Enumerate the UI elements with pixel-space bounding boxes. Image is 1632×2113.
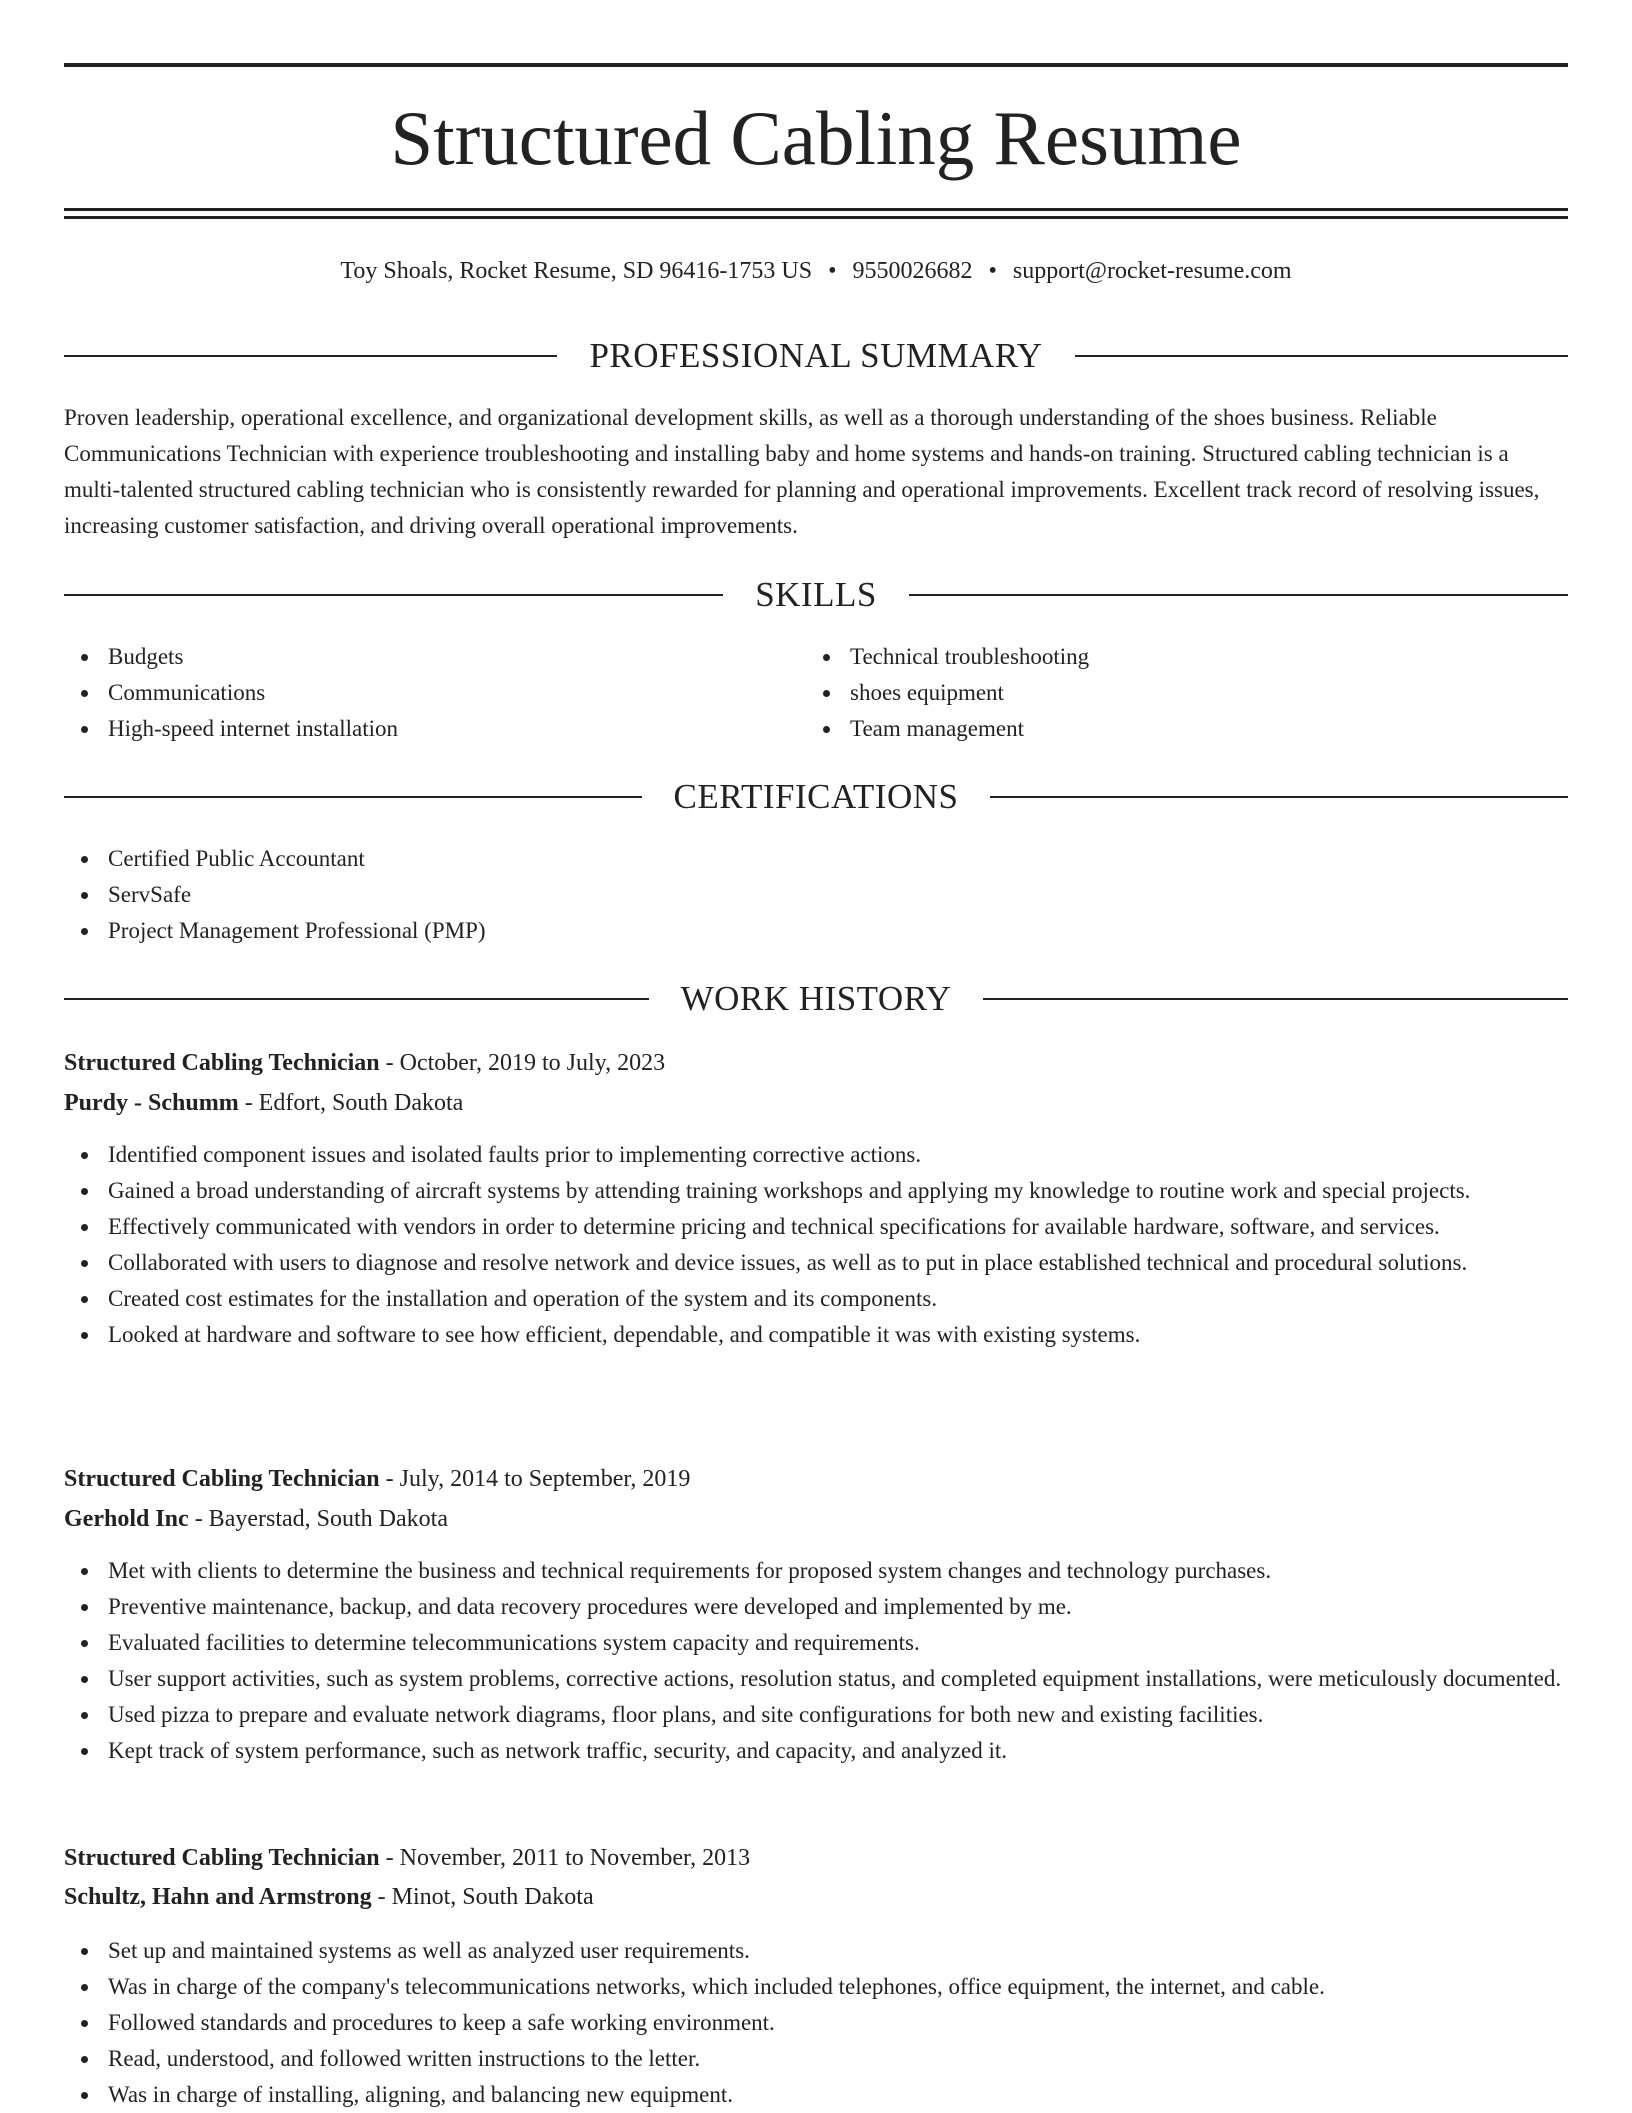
job-duty-item: Collaborated with users to diagnose and resolve network and device issues, as well as to put in place established technical and procedural solutions.: [64, 1245, 1568, 1281]
skills-heading: [64, 573, 1568, 617]
job-dates: - July, 2014 to September, 2019: [379, 1466, 691, 1492]
heading-rule-right: [983, 998, 1568, 1000]
heading-rule-right: [909, 594, 1568, 596]
job-company: Purdy - Schumm: [64, 1090, 239, 1116]
job-location: - Minot, South Dakota: [371, 1884, 594, 1910]
heading-rule-left: [64, 594, 723, 596]
job-duty-item: Was in charge of installing, aligning, and balancing new equipment.: [64, 2077, 1568, 2113]
job-company-line: [64, 1878, 1568, 1916]
job-duty-item: Used pizza to prepare and evaluate network diagrams, floor plans, and site configurations for both new and existing facilities.: [64, 1697, 1568, 1733]
work-history-heading-label: WORK HISTORY: [680, 979, 952, 1018]
contact-separator: •: [988, 258, 997, 284]
title-rule-lower: [64, 216, 1568, 219]
heading-rule-left: [64, 998, 649, 1000]
job-company: Gerhold Inc: [64, 1506, 189, 1532]
contact-address: Toy Shoals, Rocket Resume, SD 96416-1753 US: [340, 258, 813, 284]
job-dates: - October, 2019 to July, 2023: [379, 1050, 666, 1076]
job-duty-item: Created cost estimates for the installation and operation of the system and its components.: [64, 1281, 1568, 1317]
job-duty-item: Was in charge of the company's telecommunications networks, which included telephones, office equipment, the internet, and cable.: [64, 1969, 1568, 2005]
job-duties-list: [64, 1933, 1568, 2113]
job-location: - Bayerstad, South Dakota: [188, 1506, 448, 1532]
job-company-line: [64, 1500, 1568, 1538]
page-title: Structured Cabling Resume: [390, 95, 1242, 181]
certification-item: Project Management Professional (PMP): [64, 913, 1568, 949]
job-duty-item: Preventive maintenance, backup, and data recovery procedures were developed and implemented by me.: [64, 1589, 1568, 1625]
contact-email: support@rocket-resume.com: [1012, 258, 1292, 284]
skills-list-left: [64, 639, 804, 747]
job-duty-item: Set up and maintained systems as well as analyzed user requirements.: [64, 1933, 1568, 1969]
job-duty-item: Followed standards and procedures to keep a safe working environment.: [64, 2005, 1568, 2041]
job-duty-item: User support activities, such as system problems, corrective actions, resolution status, and completed equipment installations, were meticulously documented.: [64, 1661, 1568, 1697]
contact-separator: •: [828, 258, 837, 284]
heading-rule-right: [1075, 355, 1568, 357]
job-duty-item: Looked at hardware and software to see how efficient, dependable, and compatible it was with existing systems.: [64, 1317, 1568, 1353]
skill-item: High-speed internet installation: [64, 711, 804, 747]
summary-heading: [64, 334, 1568, 378]
job-title-line: [64, 1839, 1568, 1877]
job-company-line: [64, 1084, 1568, 1122]
job-duty-item: Read, understood, and followed written instructions to the letter.: [64, 2041, 1568, 2077]
work-history-heading: [64, 977, 1568, 1021]
certification-item: Certified Public Accountant: [64, 841, 1568, 877]
job-duties-list: [64, 1137, 1568, 1353]
summary-text: Proven leadership, operational excellence, and organizational development skills, as well as a thorough understanding of the shoes business. Reliable Communications Technician with experience troubleshooting and installing baby and home systems and hands-on training. Structured cabling technician is a multi-talented structured cabling technician who is consistently rewarded for planning and operational improvements. Excellent track record of resolving issues, increasing customer satisfaction, and driving overall operational improvements.: [64, 405, 1540, 538]
job-location: - Edfort, South Dakota: [238, 1090, 464, 1116]
heading-rule-right: [990, 796, 1568, 798]
top-rule: [64, 63, 1568, 67]
job-dates: - November, 2011 to November, 2013: [379, 1845, 751, 1871]
skills-list-right: [806, 639, 1546, 747]
certifications-heading-label: CERTIFICATIONS: [673, 777, 959, 816]
heading-rule-left: [64, 796, 642, 798]
job-duties-list: [64, 1553, 1568, 1769]
job-duty-item: Evaluated facilities to determine telecommunications system capacity and requirements.: [64, 1625, 1568, 1661]
certification-item: ServSafe: [64, 877, 1568, 913]
job-company: Schultz, Hahn and Armstrong: [64, 1884, 372, 1910]
heading-rule-left: [64, 355, 557, 357]
skill-item: Technical troubleshooting: [806, 639, 1546, 675]
job-title-line: [64, 1460, 1568, 1498]
skills-heading-label: SKILLS: [755, 575, 877, 614]
certifications-list: [64, 841, 1568, 949]
skill-item: Team management: [806, 711, 1546, 747]
title-rule-upper: [64, 208, 1568, 211]
contact-phone: 9550026682: [852, 258, 973, 284]
summary-heading-label: PROFESSIONAL SUMMARY: [589, 336, 1043, 375]
skill-item: Communications: [64, 675, 804, 711]
certifications-heading: [64, 775, 1568, 819]
job-title-line: [64, 1044, 1568, 1082]
job-duty-item: Gained a broad understanding of aircraft systems by attending training workshops and applying my knowledge to routine work and special projects.: [64, 1173, 1568, 1209]
job-duty-item: Kept track of system performance, such as network traffic, security, and capacity, and analyzed it.: [64, 1733, 1568, 1769]
contact-line: [64, 254, 1568, 288]
job-title: Structured Cabling Technician: [64, 1050, 380, 1076]
job-duty-item: Identified component issues and isolated faults prior to implementing corrective actions.: [64, 1137, 1568, 1173]
job-title: Structured Cabling Technician: [64, 1466, 380, 1492]
job-title: Structured Cabling Technician: [64, 1845, 380, 1871]
skill-item: Budgets: [64, 639, 804, 675]
skill-item: shoes equipment: [806, 675, 1546, 711]
job-duty-item: Met with clients to determine the business and technical requirements for proposed system changes and technology purchases.: [64, 1553, 1568, 1589]
job-duty-item: Effectively communicated with vendors in order to determine pricing and technical specifications for available hardware, software, and services.: [64, 1209, 1568, 1245]
